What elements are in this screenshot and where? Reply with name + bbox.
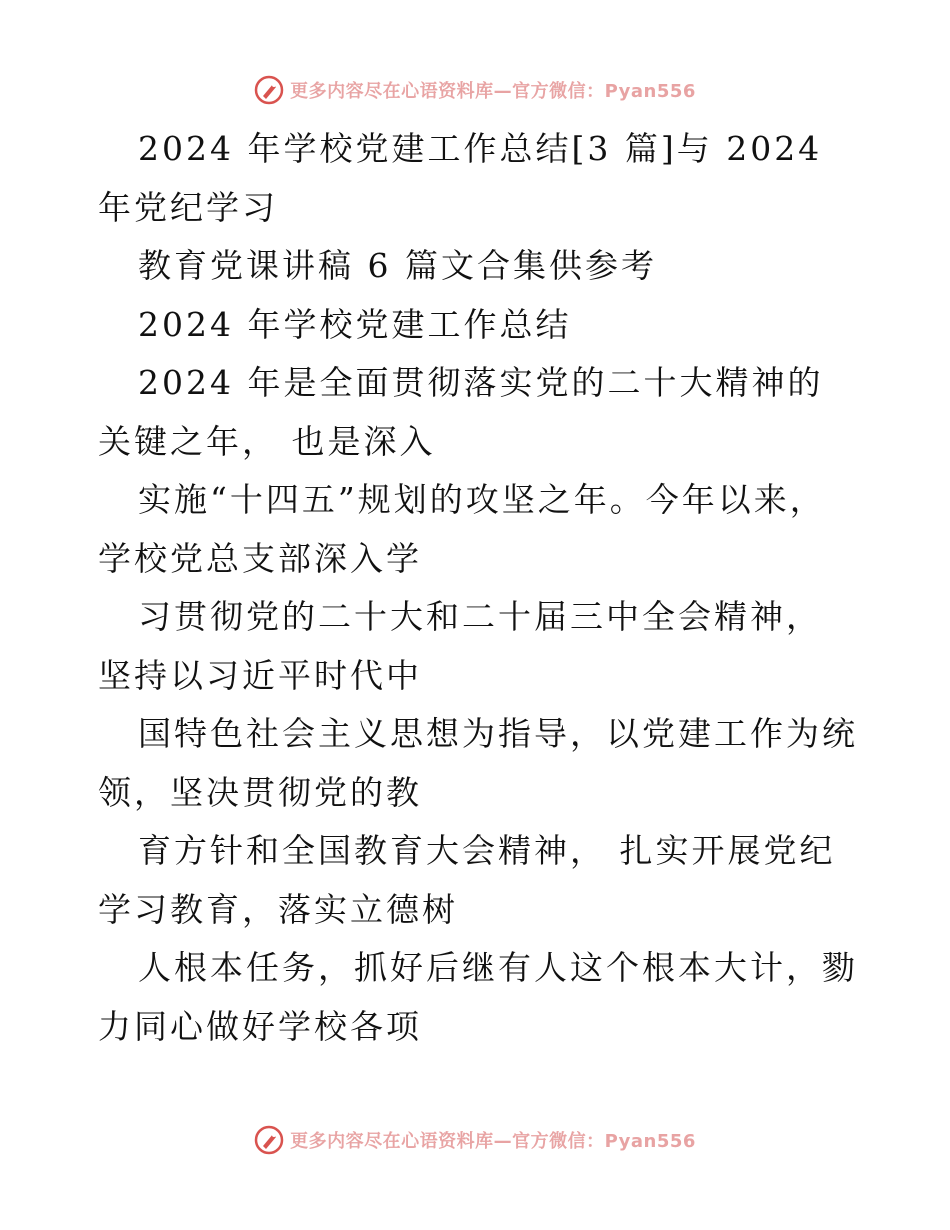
pen-nib-logo-icon [254, 75, 284, 105]
paragraph-7: 国特色社会主义思想为指导，以党建工作为统领，坚决贯彻党的教 [98, 714, 858, 812]
pen-nib-logo-icon [254, 1125, 284, 1155]
paragraph-2: 教育党课讲稿 6 篇文合集供参考 [138, 246, 657, 285]
paragraph-9: 人根本任务，抓好后继有人这个根本大计，勠力同心做好学校各项 [98, 948, 858, 1046]
footer-watermark-banner [0, 1120, 950, 1160]
watermark-text: 更多内容尽在心语资料库—官方微信：Pyan556 [290, 1131, 696, 1152]
header-watermark-banner [0, 70, 950, 110]
paragraph-5: 实施“十四五”规划的攻坚之年。今年以来，学校党总支部深入学 [98, 480, 826, 578]
document-body [98, 120, 858, 1056]
paragraph-3: 2024 年学校党建工作总结 [138, 304, 572, 344]
paragraph-1: 2024 年学校党建工作总结[3 篇]与 2024 年党纪学习 [98, 129, 823, 227]
watermark-text: 更多内容尽在心语资料库—官方微信：Pyan556 [290, 81, 696, 102]
paragraph-4: 2024 年是全面贯彻落实党的二十大精神的关键之年， 也是深入 [98, 363, 824, 461]
paragraph-6: 习贯彻党的二十大和二十届三中全会精神， 坚持以习近平时代中 [98, 597, 822, 695]
paragraph-8: 育方针和全国教育大会精神， 扎实开展党纪学习教育，落实立德树 [98, 831, 836, 929]
